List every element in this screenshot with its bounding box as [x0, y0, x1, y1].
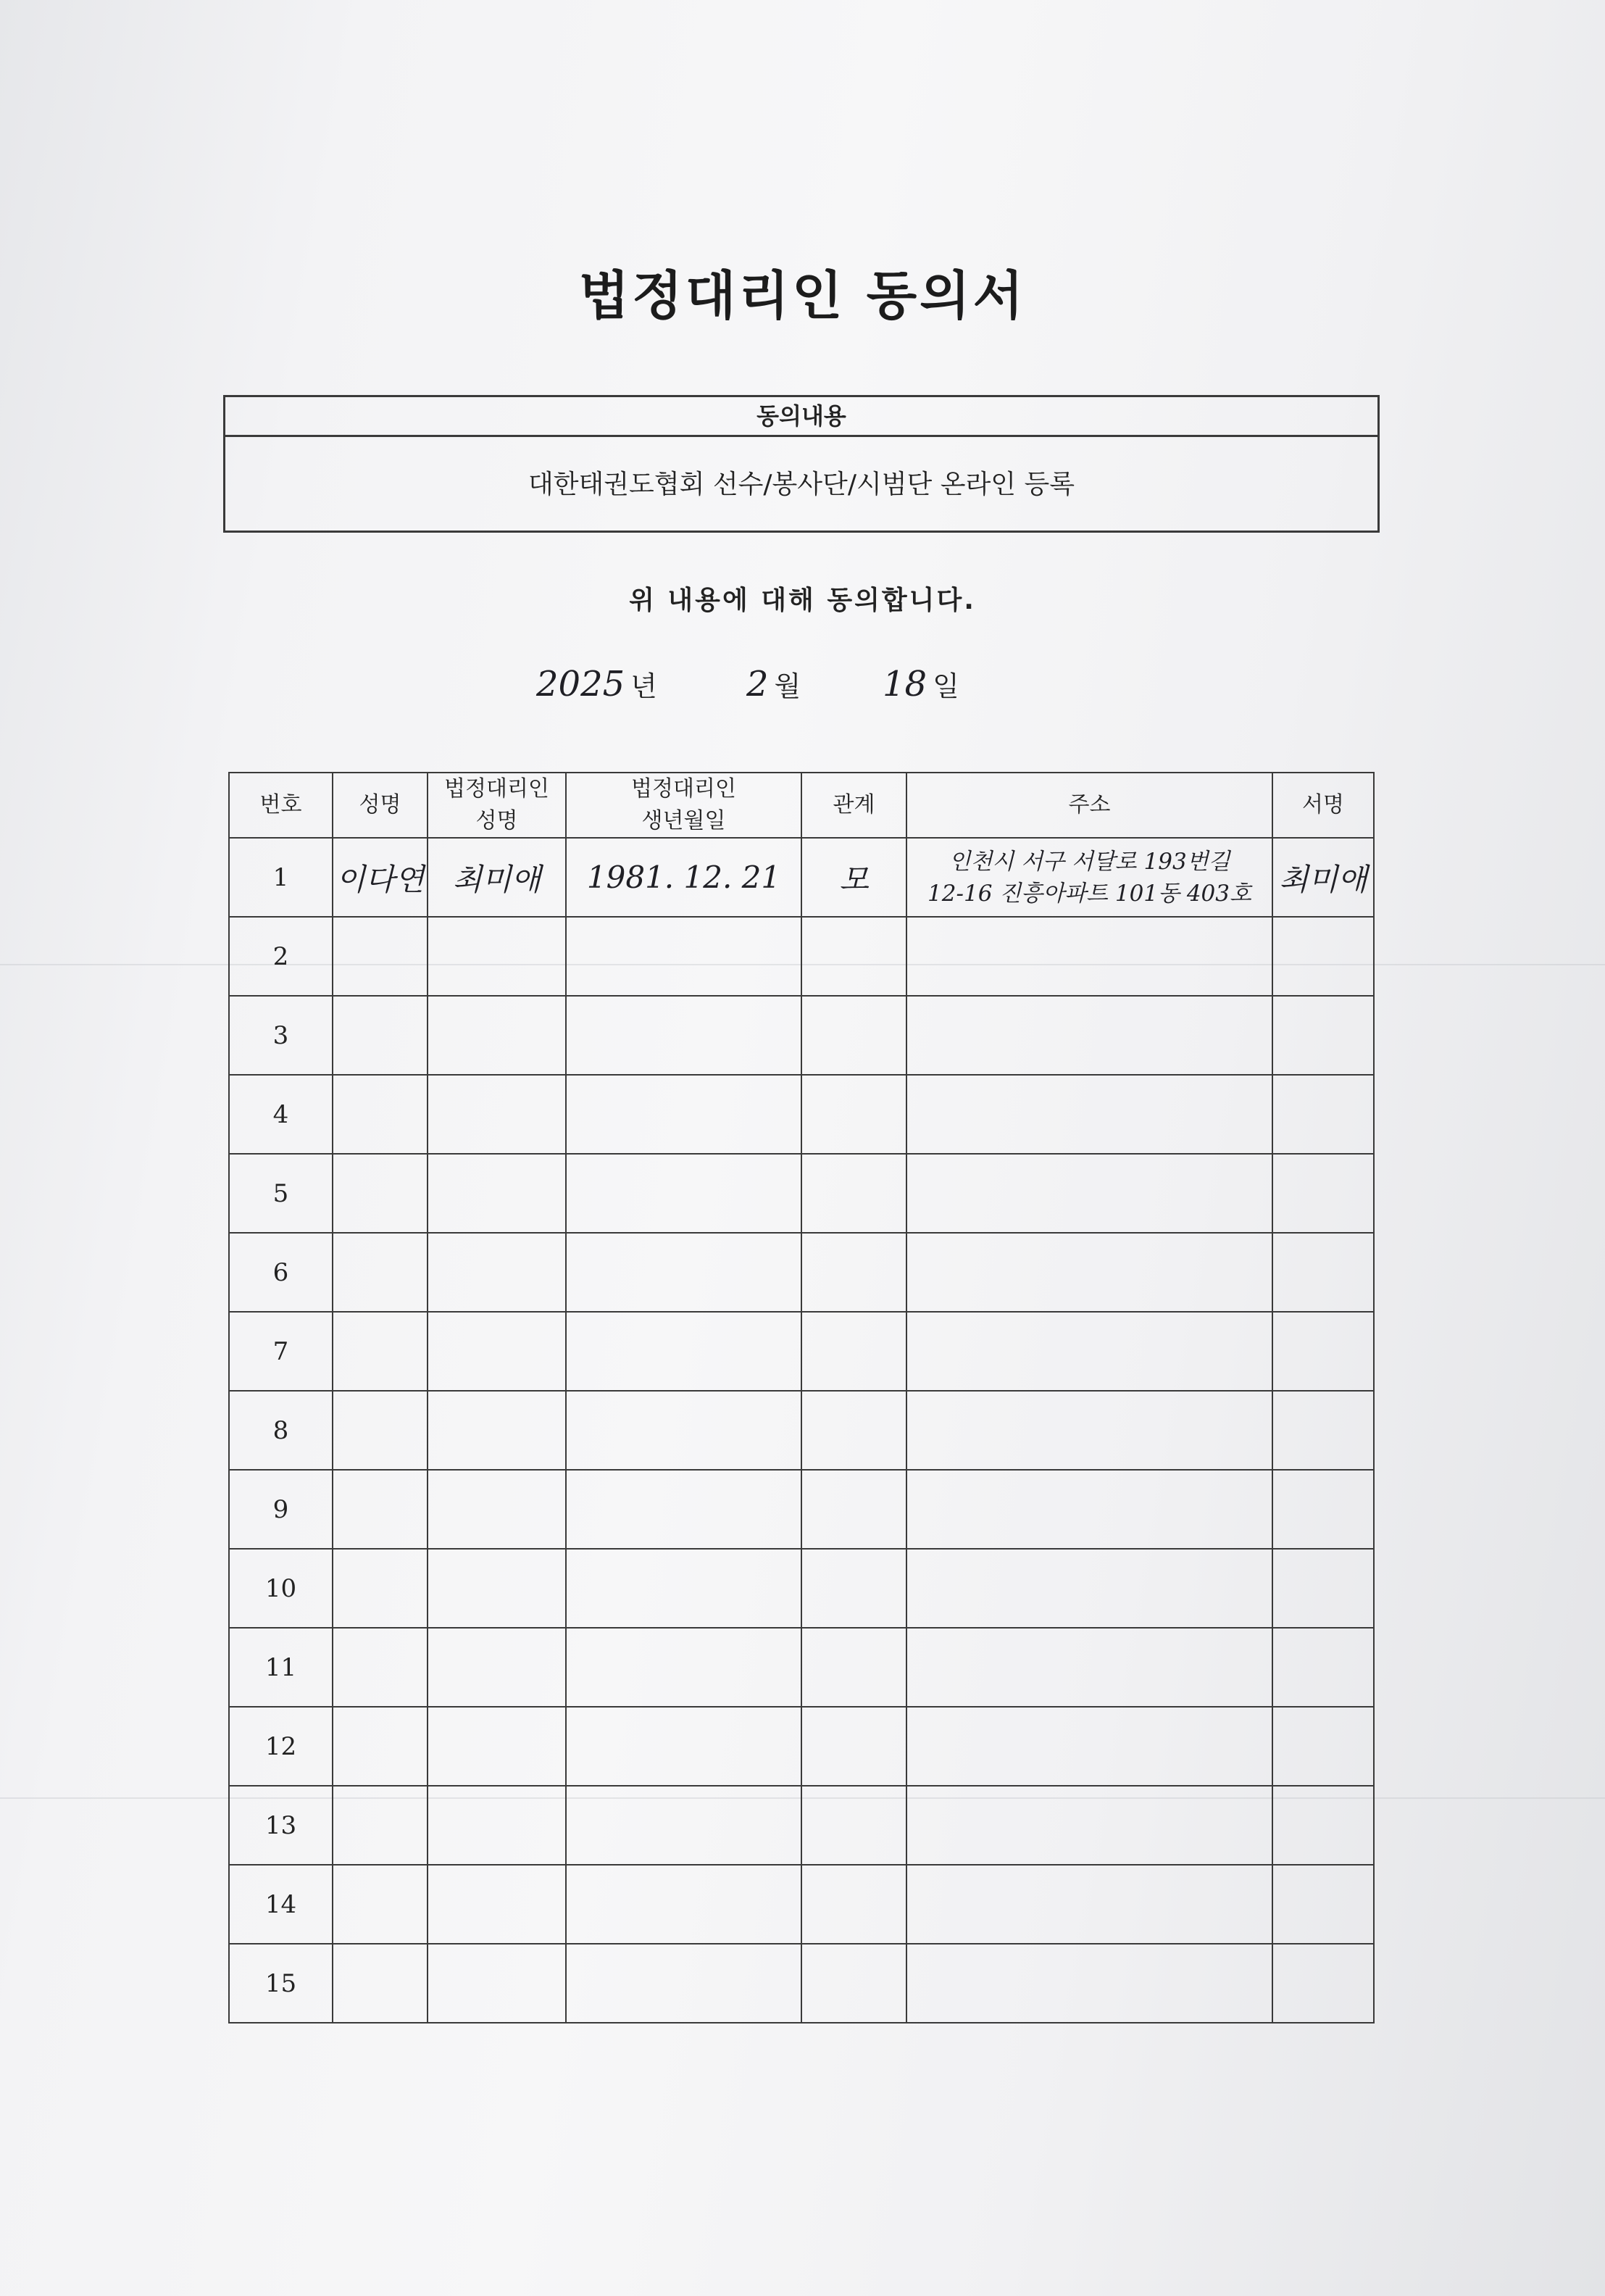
row-guardian-birth	[566, 996, 801, 1075]
row-guardian-birth	[566, 917, 801, 996]
table-row	[229, 1075, 1374, 1154]
row-guardian-name	[428, 1312, 566, 1391]
row-signature	[1272, 1391, 1374, 1470]
header-address: 주소	[906, 773, 1272, 838]
date-month-value: 2	[746, 664, 769, 704]
row-relation	[801, 996, 906, 1075]
row-number: 1	[229, 838, 333, 917]
row-guardian-birth	[566, 1707, 801, 1786]
row-address	[906, 996, 1272, 1075]
row-address	[906, 1470, 1272, 1549]
header-guardian-name-line1: 법정대리인	[444, 776, 549, 802]
row-address	[906, 917, 1272, 996]
row-name	[333, 1865, 428, 1944]
row-signature	[1272, 1312, 1374, 1391]
table-row	[229, 838, 1374, 917]
row-name	[333, 1075, 428, 1154]
row-signature	[1272, 917, 1374, 996]
row-number: 6	[229, 1233, 333, 1312]
consent-body: 대한태권도협회 선수/봉사단/시범단 온라인 등록	[528, 470, 1075, 499]
row-guardian-name	[428, 1786, 566, 1865]
row-relation: 모	[801, 838, 906, 917]
row-name	[333, 1944, 428, 2023]
row-relation	[801, 1549, 906, 1628]
row-relation	[801, 1865, 906, 1944]
date-month-unit: 월	[774, 670, 801, 702]
row-signature	[1272, 1707, 1374, 1786]
row-signature	[1272, 1865, 1374, 1944]
row-relation	[801, 1707, 906, 1786]
row-number: 10	[229, 1549, 333, 1628]
row-name	[333, 1470, 428, 1549]
row-name	[333, 1312, 428, 1391]
table-row	[229, 1865, 1374, 1944]
row-guardian-birth	[566, 1865, 801, 1944]
header-guardian-birth	[566, 773, 801, 838]
table-row	[229, 1154, 1374, 1233]
table-body	[229, 838, 1374, 2023]
table-row	[229, 1944, 1374, 2023]
row-name	[333, 1707, 428, 1786]
row-address	[906, 1391, 1272, 1470]
row-signature	[1272, 1628, 1374, 1707]
agreement-statement: 위 내용에 대해 동의합니다.	[629, 586, 976, 615]
row-number: 14	[229, 1865, 333, 1944]
header-guardian-birth-line1: 법정대리인	[631, 776, 736, 802]
row-number: 12	[229, 1707, 333, 1786]
row-number: 8	[229, 1391, 333, 1470]
row-name	[333, 1233, 428, 1312]
row-signature	[1272, 1075, 1374, 1154]
row-guardian-name	[428, 1944, 566, 2023]
row-address-line2: 12-16 진흥아파트 101동 403호	[927, 880, 1251, 907]
row-address	[906, 1944, 1272, 2023]
table-row	[229, 1391, 1374, 1470]
row-relation	[801, 917, 906, 996]
row-relation	[801, 1154, 906, 1233]
row-relation	[801, 1628, 906, 1707]
date-day-value: 18	[883, 664, 927, 704]
header-guardian-name	[428, 773, 566, 838]
row-guardian-name	[428, 1628, 566, 1707]
row-guardian-name: 최미애	[428, 838, 566, 917]
table-row	[229, 1470, 1374, 1549]
row-guardian-name	[428, 1549, 566, 1628]
date-year-unit: 년	[630, 670, 657, 702]
row-address	[906, 838, 1272, 917]
row-signature	[1272, 1786, 1374, 1865]
row-guardian-birth	[566, 1154, 801, 1233]
row-number: 4	[229, 1075, 333, 1154]
row-name	[333, 1154, 428, 1233]
row-name	[333, 917, 428, 996]
row-relation	[801, 1233, 906, 1312]
row-address	[906, 1075, 1272, 1154]
row-guardian-birth	[566, 1628, 801, 1707]
table-row	[229, 1707, 1374, 1786]
row-guardian-birth	[566, 1391, 801, 1470]
row-guardian-birth	[566, 1470, 801, 1549]
row-number: 9	[229, 1470, 333, 1549]
row-relation	[801, 1786, 906, 1865]
row-guardian-birth	[566, 1312, 801, 1391]
date-day-unit: 일	[933, 670, 959, 702]
row-address	[906, 1628, 1272, 1707]
row-guardian-name	[428, 1707, 566, 1786]
row-guardian-name	[428, 1391, 566, 1470]
row-relation	[801, 1075, 906, 1154]
consent-box	[223, 395, 1380, 533]
row-guardian-birth: 1981. 12. 21	[566, 838, 801, 917]
row-name	[333, 1786, 428, 1865]
table-row	[229, 1312, 1374, 1391]
row-address	[906, 1549, 1272, 1628]
row-signature	[1272, 996, 1374, 1075]
row-guardian-birth	[566, 1233, 801, 1312]
row-address	[906, 1154, 1272, 1233]
row-relation	[801, 1944, 906, 2023]
document-title: 법정대리인 동의서	[578, 265, 1027, 326]
row-guardian-name	[428, 996, 566, 1075]
row-signature	[1272, 1470, 1374, 1549]
row-address	[906, 1865, 1272, 1944]
date-day	[883, 664, 959, 704]
row-signature	[1272, 1154, 1374, 1233]
table-row	[229, 1233, 1374, 1312]
row-name	[333, 996, 428, 1075]
row-relation	[801, 1391, 906, 1470]
row-name: 이다연	[333, 838, 428, 917]
row-signature	[1272, 1944, 1374, 2023]
row-signature: 최미애	[1272, 838, 1374, 917]
row-guardian-name	[428, 1470, 566, 1549]
header-guardian-birth-line2: 생년월일	[641, 808, 726, 833]
row-number: 15	[229, 1944, 333, 2023]
row-address	[906, 1233, 1272, 1312]
table-row	[229, 1786, 1374, 1865]
row-guardian-name	[428, 1154, 566, 1233]
table-row	[229, 1549, 1374, 1628]
row-address	[906, 1786, 1272, 1865]
consent-header: 동의내용	[225, 397, 1377, 437]
row-guardian-name	[428, 1865, 566, 1944]
header-number: 번호	[229, 773, 333, 838]
header-name: 성명	[333, 773, 428, 838]
row-number: 11	[229, 1628, 333, 1707]
row-relation	[801, 1470, 906, 1549]
row-name	[333, 1391, 428, 1470]
row-guardian-birth	[566, 1549, 801, 1628]
row-name	[333, 1628, 428, 1707]
row-address	[906, 1707, 1272, 1786]
row-number: 5	[229, 1154, 333, 1233]
guardian-table	[228, 772, 1375, 2023]
row-number: 7	[229, 1312, 333, 1391]
row-guardian-name	[428, 917, 566, 996]
table-header-row	[229, 773, 1374, 838]
row-address	[906, 1312, 1272, 1391]
table-row	[229, 917, 1374, 996]
row-number: 13	[229, 1786, 333, 1865]
header-guardian-name-line2: 성명	[475, 808, 518, 833]
row-guardian-birth	[566, 1786, 801, 1865]
date-year-value: 2025	[536, 664, 625, 704]
row-relation	[801, 1312, 906, 1391]
row-guardian-birth	[566, 1944, 801, 2023]
row-number: 3	[229, 996, 333, 1075]
date-month	[746, 664, 801, 704]
row-signature	[1272, 1233, 1374, 1312]
row-guardian-name	[428, 1233, 566, 1312]
row-guardian-name	[428, 1075, 566, 1154]
row-signature	[1272, 1549, 1374, 1628]
row-number: 2	[229, 917, 333, 996]
row-address-line1: 인천시 서구 서달로 193번길	[949, 848, 1230, 875]
date-year	[536, 664, 657, 704]
table-row	[229, 996, 1374, 1075]
row-name	[333, 1549, 428, 1628]
table-row	[229, 1628, 1374, 1707]
row-guardian-birth	[566, 1075, 801, 1154]
header-signature: 서명	[1272, 773, 1374, 838]
header-relation: 관계	[801, 773, 906, 838]
